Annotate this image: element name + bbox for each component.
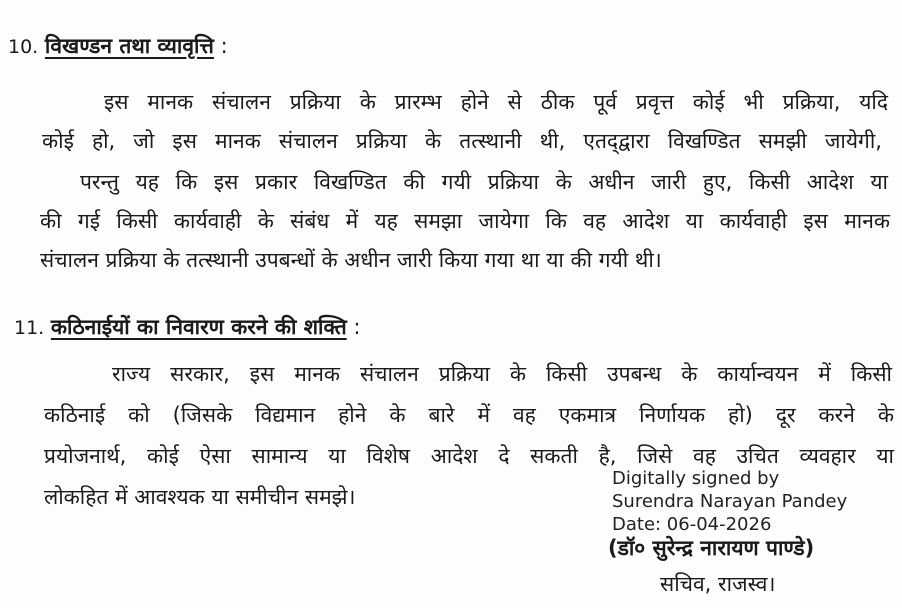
section-11-para1-line3: प्रयोजनार्थ, कोई ऐसा सामान्य या विशेष आदेश दे सकती है, जिसे वह उचित व्यवहार या: [44, 444, 894, 468]
signatory-name: (डॉ० सुरेन्द्र नारायण पाण्डे): [608, 536, 815, 560]
section-10-para2-line3: संचालन प्रक्रिया के तत्स्थानी उपबन्धों के अधीन जारी किया गया था या की गयी थी।: [40, 248, 662, 272]
digital-signature-line2: Surendra Narayan Pandey: [612, 491, 848, 512]
section-10-title: विखण्डन तथा व्यावृत्ति: [44, 34, 214, 58]
section-11-para1-line4: लोकहित में आवश्यक या समीचीन समझे।: [44, 485, 356, 509]
digital-signature-line1: Digitally signed by: [612, 468, 780, 489]
section-10-heading: [8, 32, 228, 61]
section-10-para2-line1: परन्तु यह कि इस प्रकार विखण्डित की गयी प्रक्रिया के अधीन जारी हुए, किसी आदेश या: [80, 170, 888, 194]
section-10-number: 10.: [8, 36, 39, 58]
section-11-colon: :: [353, 315, 361, 339]
digital-signature-date: Date: 06-04-2026: [612, 514, 772, 535]
signatory-designation: सचिव, राजस्व।: [660, 572, 776, 596]
section-11-para1-line2: कठिनाई को (जिसके विद्यमान होने के बारे में वह एकमात्र निर्णायक हो) दूर करने के: [44, 403, 894, 427]
section-10-para1-line1: इस मानक संचालन प्रक्रिया के प्रारम्भ होने से ठीक पूर्व प्रवृत्त कोई भी प्रक्रिया, यदि: [104, 90, 888, 114]
section-11-heading: [14, 313, 360, 342]
section-11-title: कठिनाईयों का निवारण करने की शक्ति: [50, 315, 347, 339]
section-10-para1-line2: कोई हो, जो इस मानक संचालन प्रक्रिया के तत्स्थानी थी, एतद्‌द्वारा विखण्डित समझी जायेगी,: [42, 129, 882, 153]
section-10-para2-line2: की गई किसी कार्यवाही के संबंध में यह समझा जायेगा कि वह आदेश या कार्यवाही इस मानक: [40, 209, 890, 233]
section-11-para1-line1: राज्य सरकार, इस मानक संचालन प्रक्रिया के किसी उपबन्ध के कार्यान्वयन में किसी: [112, 362, 892, 386]
section-10-colon: :: [220, 34, 228, 58]
section-11-number: 11.: [14, 317, 45, 339]
